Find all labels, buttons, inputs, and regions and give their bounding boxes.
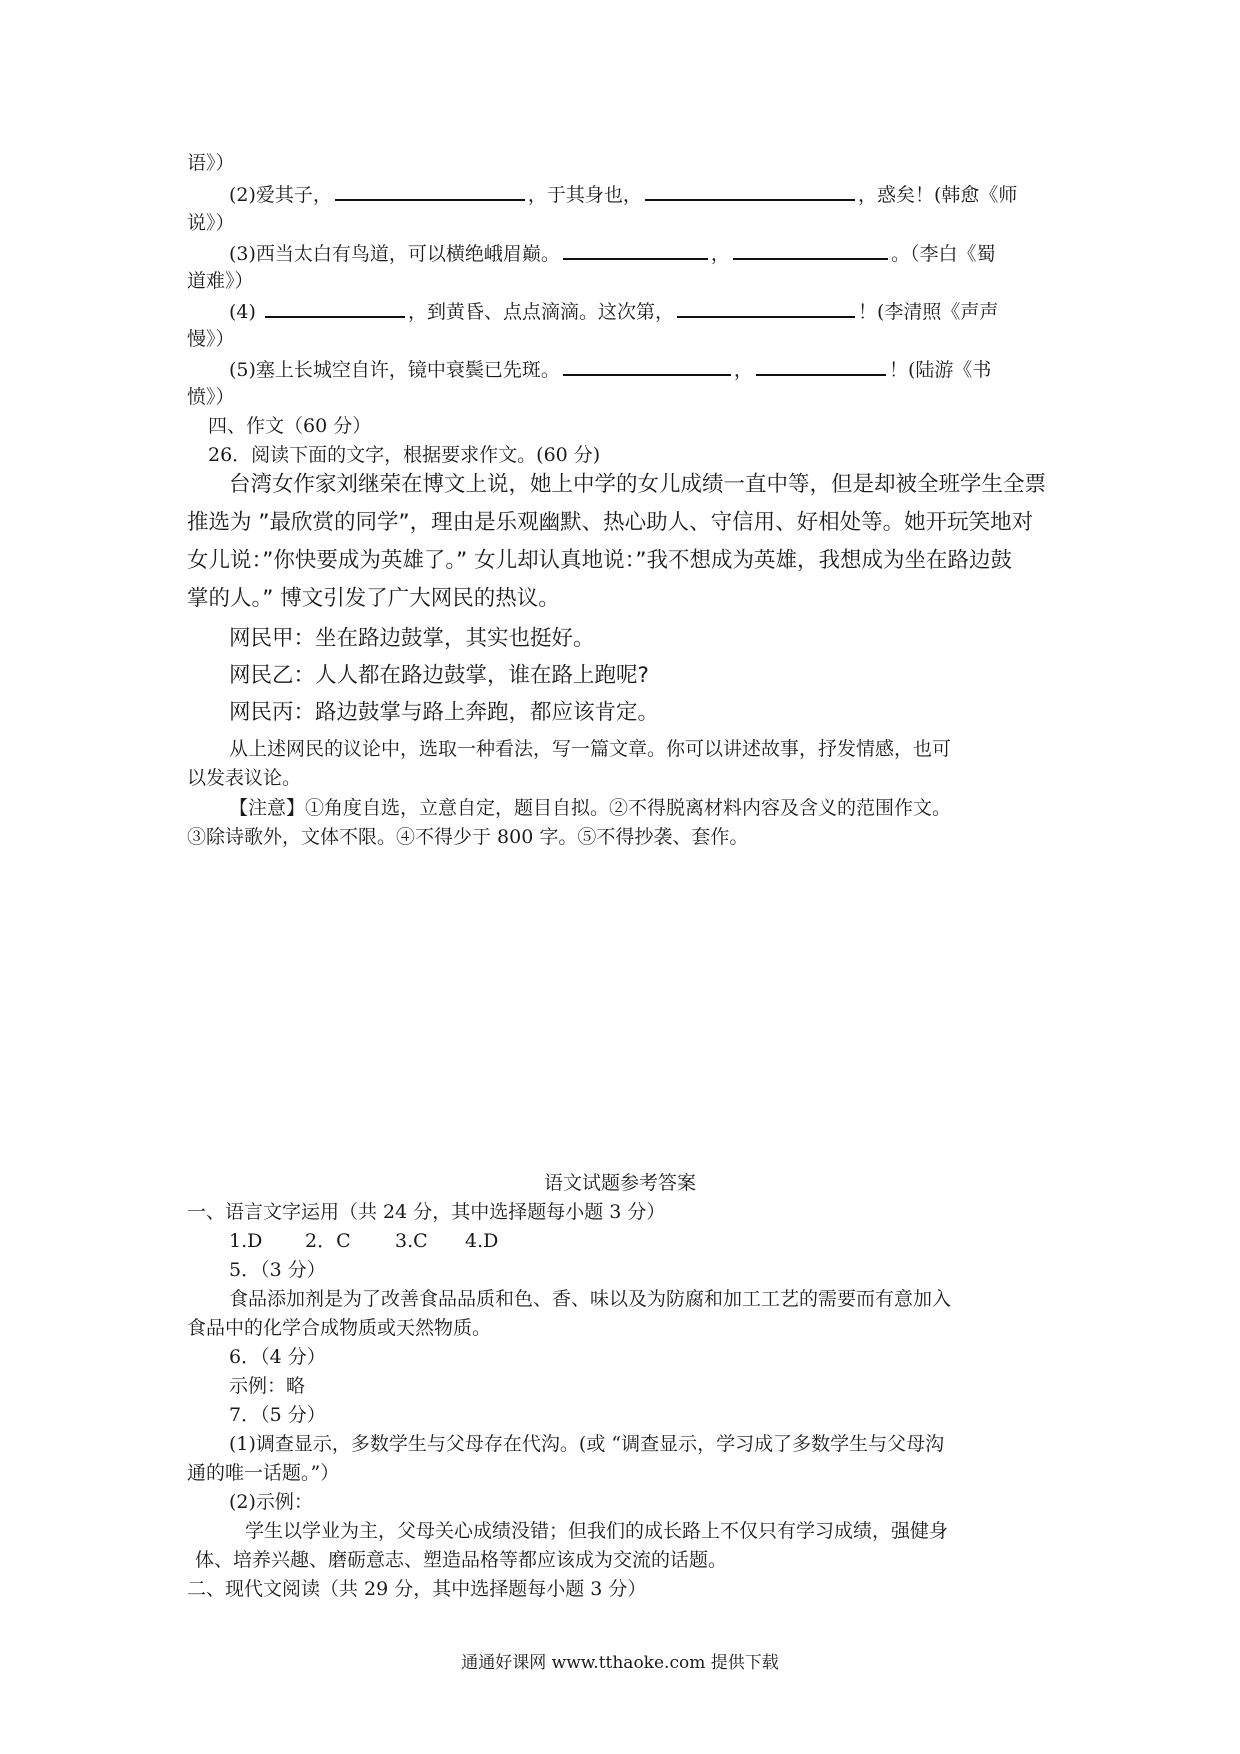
material-line-2: 推选为 ”最欣赏的同学”，理由是乐观幽默、热心助人、守信用、好相处等。她开玩笑地对 bbox=[187, 510, 1034, 535]
q6-answer-heading: 6．（4 分） bbox=[229, 1346, 326, 1368]
q7-answer-2-line-2: 体、培养兴趣、磨砺意志、塑造品格等都应该成为交流的话题。 bbox=[195, 1549, 728, 1571]
q7-answer-2-label: (2)示例： bbox=[229, 1491, 313, 1513]
q5-blank-2[interactable] bbox=[756, 355, 886, 376]
q4-part-a: (4) bbox=[229, 301, 262, 323]
q5-part-b: ， bbox=[733, 359, 753, 381]
q4-part-b: ，到黄昏、点点滴滴。这次第， bbox=[407, 301, 674, 323]
q4-line bbox=[229, 297, 998, 325]
q2-blank-1[interactable] bbox=[335, 180, 525, 201]
q5-blank-1[interactable] bbox=[563, 355, 731, 376]
q3-part-a: (3)西当太白有鸟道，可以横绝峨眉巅。 bbox=[229, 243, 560, 265]
q5-tail: 愤》） bbox=[187, 386, 235, 408]
q5-answer-line-1: 食品添加剂是为了改善食品品质和色、香、味以及为防腐和加工工艺的需要而有意加入 bbox=[229, 1288, 952, 1310]
q5-answer-line-2: 食品中的化学合成物质或天然物质。 bbox=[187, 1317, 492, 1339]
q2-tail: 说》） bbox=[187, 212, 235, 234]
q1-tail: 语》） bbox=[187, 152, 235, 174]
q2-line bbox=[229, 180, 1017, 208]
q5-answer-heading: 5．（3 分） bbox=[229, 1259, 326, 1281]
q5-part-a: (5)塞上长城空自许，镜中衰鬓已先斑。 bbox=[229, 359, 560, 381]
mc-answer-2: 2．C bbox=[305, 1230, 351, 1252]
mc-answer-4: 4.D bbox=[465, 1230, 499, 1252]
q3-line bbox=[229, 239, 995, 267]
material-line-3: 女儿说：”你快要成为英雄了。” 女儿却认真地说：”我不想成为英雄，我想成为坐在路边鼓 bbox=[187, 548, 1013, 573]
q7-answer-1-line-2: 通的唯一话题。”） bbox=[187, 1462, 340, 1484]
q5-line bbox=[229, 355, 991, 383]
q2-part-c: ，惑矣！(韩愈《师 bbox=[857, 184, 1018, 206]
answers-section-2: 二、现代文阅读（共 29 分，其中选择题每小题 3 分） bbox=[187, 1578, 647, 1600]
question-26: 26．阅读下面的文字，根据要求作文。(60 分) bbox=[208, 444, 601, 466]
q3-part-b: ， bbox=[710, 243, 730, 265]
q7-answer-heading: 7．（5 分） bbox=[229, 1404, 326, 1426]
q3-blank-1[interactable] bbox=[563, 239, 708, 260]
q2-part-b: ，于其身也， bbox=[527, 184, 642, 206]
note-line-2: ③除诗歌外，文体不限。④不得少于 800 字。⑤不得抄袭、套作。 bbox=[187, 826, 749, 848]
q2-blank-2[interactable] bbox=[645, 180, 855, 201]
requirement-line-2: 以发表议论。 bbox=[187, 767, 302, 789]
q4-blank-1[interactable] bbox=[265, 297, 405, 318]
q4-part-c: ！(李清照《声声 bbox=[857, 301, 999, 323]
section-heading-composition: 四、作文（60 分） bbox=[208, 415, 372, 437]
answers-section-1: 一、语言文字运用（共 24 分，其中选择题每小题 3 分） bbox=[187, 1201, 666, 1223]
answers-title: 语文试题参考答案 bbox=[543, 1172, 696, 1194]
q5-part-c: ！(陆游《书 bbox=[888, 359, 992, 381]
note-line-1: 【注意】①角度自选，立意自定，题目自拟。②不得脱离材料内容及含义的范围作文。 bbox=[229, 797, 952, 819]
q7-answer-1-line-1: (1)调查显示，多数学生与父母存在代沟。(或 “调查显示，学习成了多数学生与父母沟 bbox=[229, 1433, 945, 1455]
q6-answer-text: 示例：略 bbox=[229, 1375, 306, 1397]
material-line-1: 台湾女作家刘继荣在博文上说，她上中学的女儿成绩一直中等，但是却被全班学生全票 bbox=[229, 472, 1047, 497]
q3-part-c: 。（李白《蜀 bbox=[890, 243, 996, 265]
q3-blank-2[interactable] bbox=[733, 239, 888, 260]
q3-tail: 道难》） bbox=[187, 270, 254, 292]
netizen-c: 网民丙：路边鼓掌与路上奔跑，都应该肯定。 bbox=[229, 700, 660, 725]
q4-blank-2[interactable] bbox=[677, 297, 855, 318]
q4-tail: 慢》） bbox=[187, 328, 235, 350]
mc-answer-3: 3.C bbox=[395, 1230, 428, 1252]
netizen-b: 网民乙：人人都在路边鼓掌，谁在路上跑呢? bbox=[229, 663, 649, 688]
q7-answer-2-line-1: 学生以学业为主，父母关心成绩没错；但我们的成长路上不仅只有学习成绩，强健身 bbox=[245, 1520, 949, 1542]
page-footer: 通通好课网 www.tthaoke.com 提供下载 bbox=[461, 1653, 779, 1673]
mc-answer-1: 1.D bbox=[229, 1230, 263, 1252]
q2-part-a: (2)爱其子， bbox=[229, 184, 332, 206]
netizen-a: 网民甲：坐在路边鼓掌，其实也挺好。 bbox=[229, 626, 595, 651]
requirement-line-1: 从上述网民的议论中，选取一种看法，写一篇文章。你可以讲述故事，抒发情感，也可 bbox=[229, 738, 952, 760]
material-line-4: 掌的人。” 博文引发了广大网民的热议。 bbox=[187, 586, 560, 611]
